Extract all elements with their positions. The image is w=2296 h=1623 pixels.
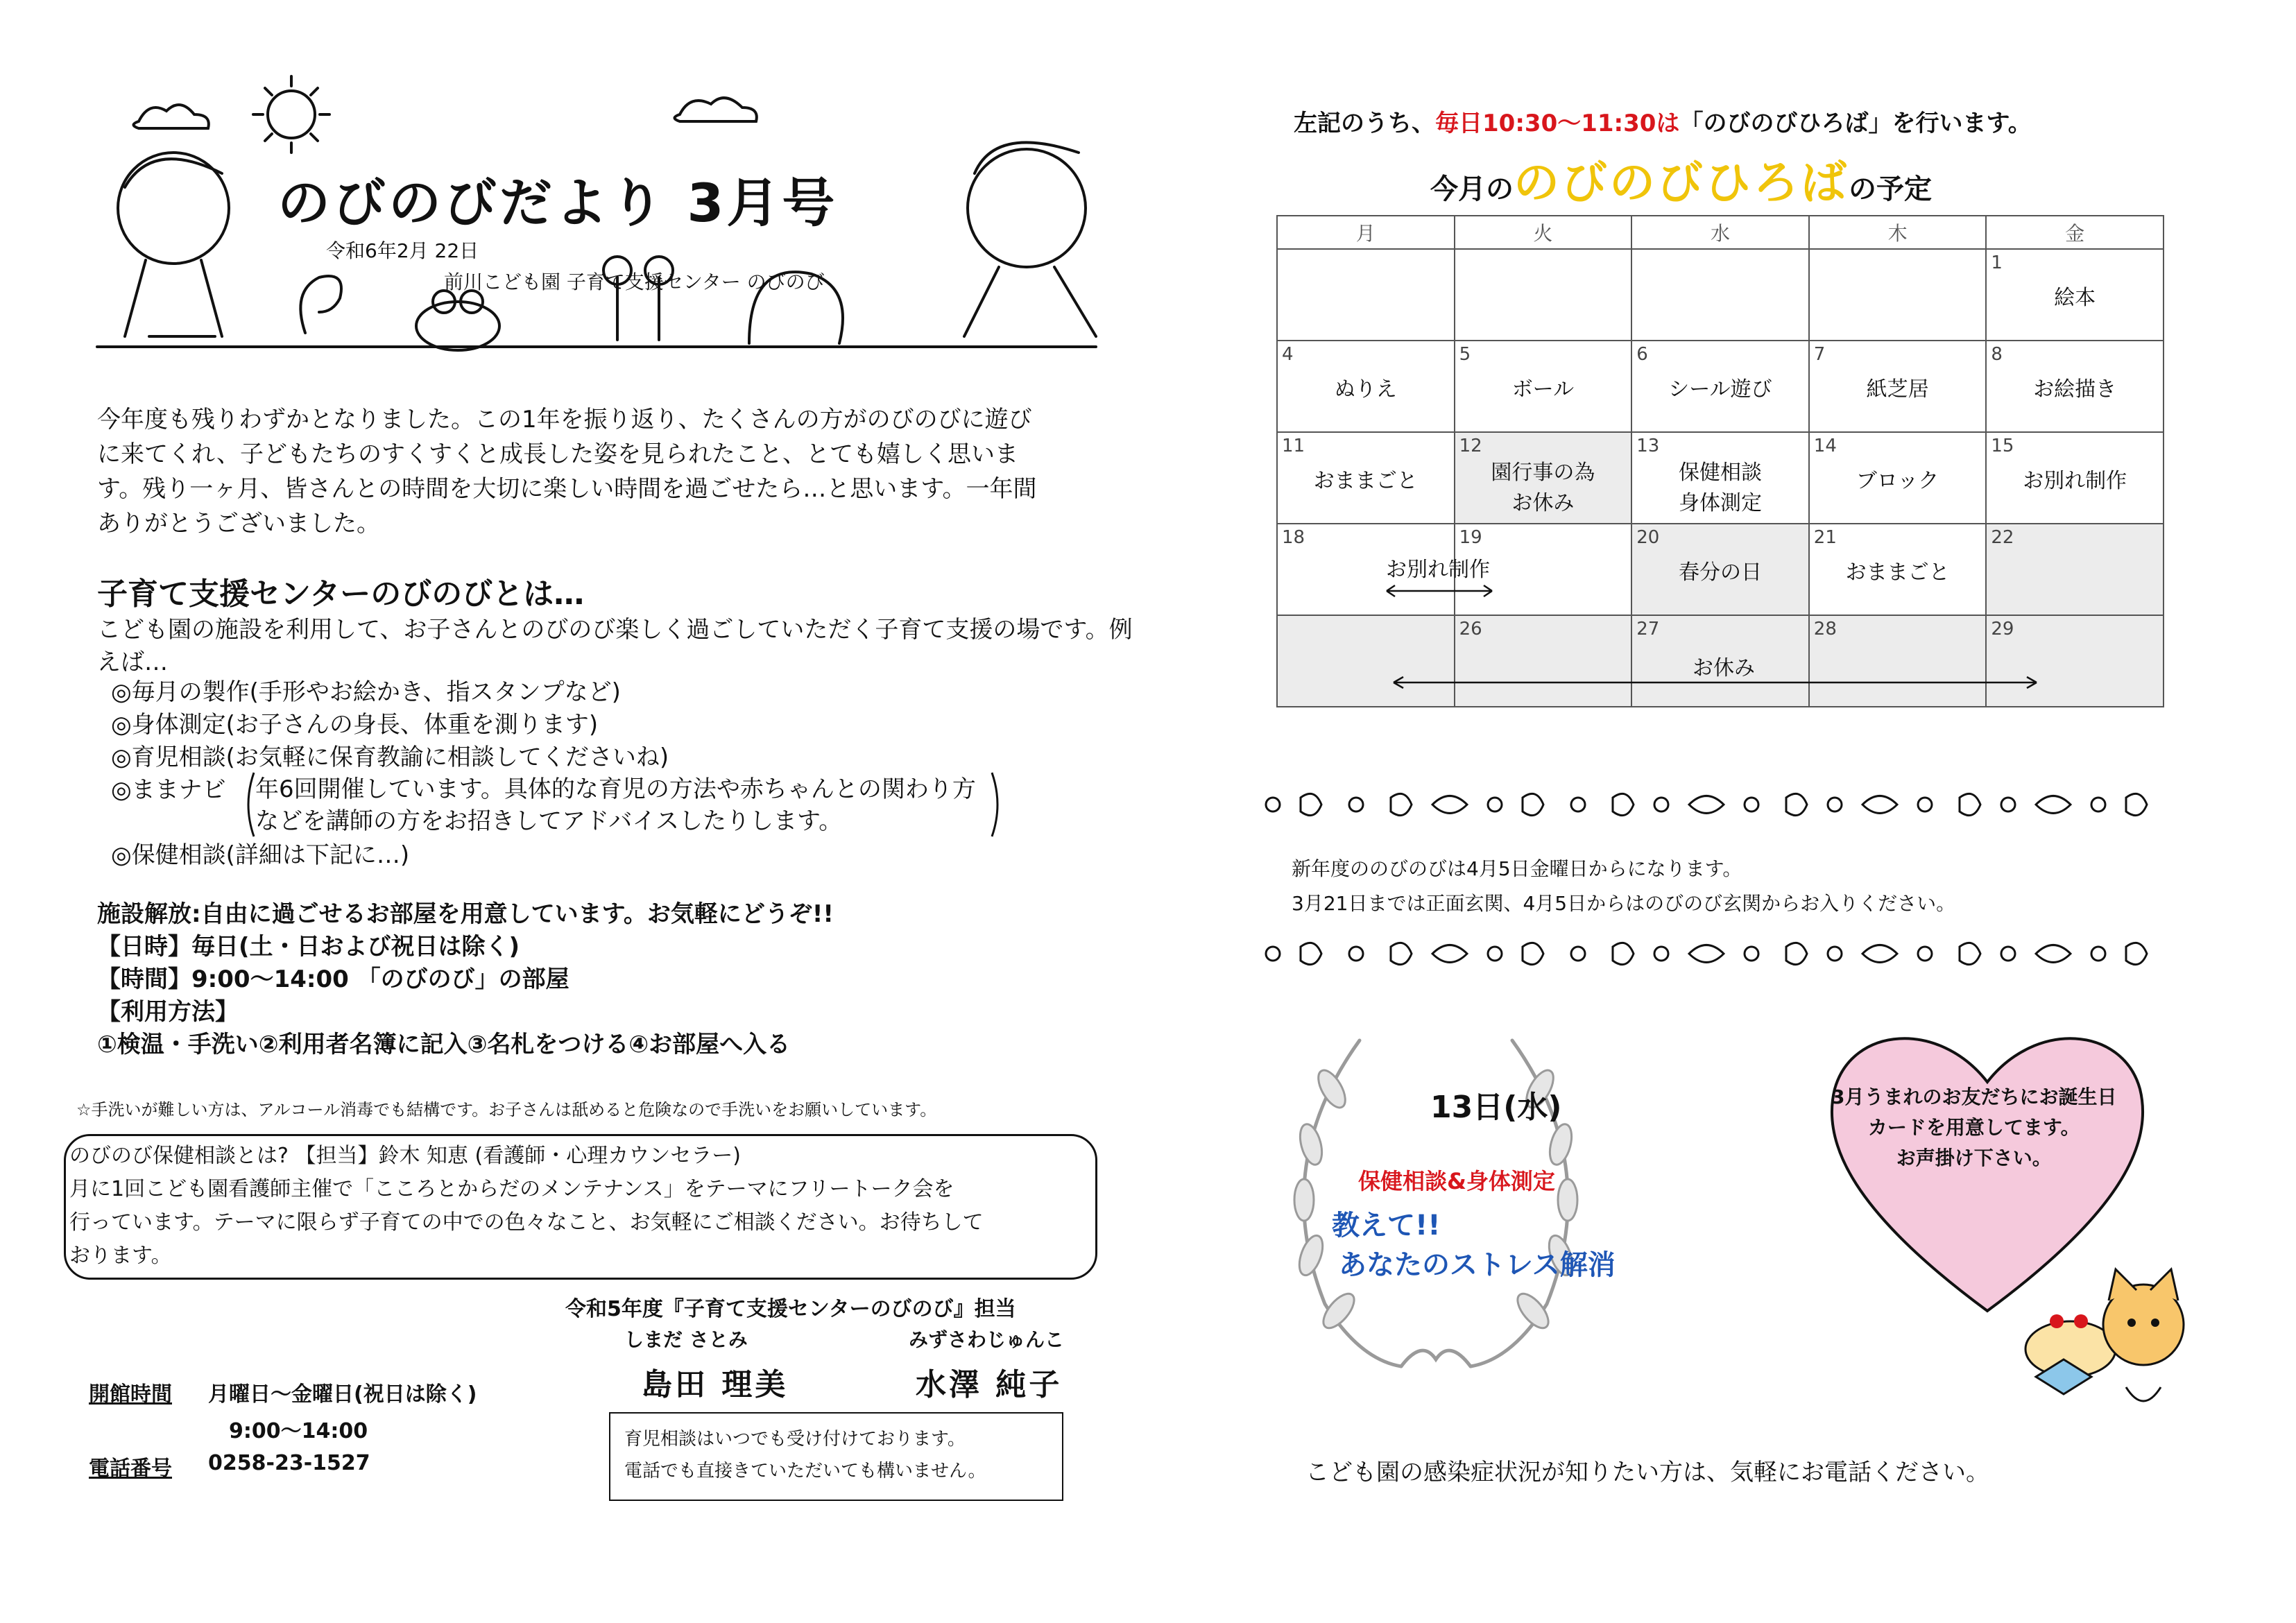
- about-text: こども園の施設を利用して、お子さんとのびのび楽しく過ごしていただく子育て支援の場です。例 えば…: [97, 616, 1133, 676]
- calendar-cell: [1809, 524, 1987, 615]
- tel-value: 0258-23-1527: [208, 1451, 370, 1475]
- calendar-cell: [1986, 524, 2164, 615]
- facility-info: 施設解放:自由に過ごせるお部屋を用意しています。お気軽にどうぞ!! 【日時】毎日(土・日および祝日は除く) 【時間】9:00～14:00 「のびのび」の部屋 【利用方法】 ①検温・手洗い②利用者名簿に記入③名札をつける④お部屋へ入る: [97, 900, 834, 1058]
- calendar-cell: [1986, 249, 2164, 341]
- weekday-header: 金: [1986, 216, 2164, 249]
- newsletter-title: のびのびだより 3月号: [277, 172, 838, 234]
- calendar-cell: [1809, 432, 1987, 524]
- week-row: [1277, 432, 2164, 524]
- list-item: ◎ままナビ: [111, 776, 226, 804]
- schedule-title: 今月ののびのびひろばの予定: [1430, 156, 1932, 209]
- day-event: おままごと: [1313, 469, 1418, 493]
- calendar-cell: [1986, 432, 2164, 524]
- event-title: 保健相談&身体測定: [1358, 1168, 1555, 1194]
- calendar-cell: [1809, 615, 1987, 707]
- day-number: 19: [1459, 527, 1482, 548]
- arrow-icon: [1384, 583, 1495, 599]
- calendar-cell: [1631, 524, 1809, 615]
- staff-kana: しまだ さとみ: [624, 1328, 748, 1351]
- day-number: 28: [1813, 619, 1837, 639]
- calendar-cell: [1455, 249, 1632, 341]
- calendar-cell: [1455, 341, 1632, 432]
- calendar-cell: [1631, 341, 1809, 432]
- day-event: ブロック: [1856, 469, 1939, 493]
- hours-label: 開館時間: [89, 1382, 172, 1407]
- mamanavi-detail: 年6回開催しています。具体的な育児の方法や赤ちゃんとの関わり方 などを講師の方をお招きしてアドバイスしたりします。: [255, 775, 976, 835]
- day-number: 5: [1459, 344, 1471, 365]
- consult-text: のびのび保健相談とは? 【担当】鈴木 知恵 (看護師・心理カウンセラー) 月に1回こども園看護師主催で「こころとからだのメンテナンス」をテーマにフリートーク会を 行っています。テーマに限らず子育ての中での色々なこと、お気軽にご相談ください。お待ちして おります。: [69, 1144, 984, 1268]
- birthday-note: 3月うまれのお友だちにお誕生日 カードを用意してます。 お声掛け下さい。: [1831, 1085, 2117, 1169]
- staff-name: 水澤 純子: [916, 1367, 1063, 1402]
- event-date: 13日(水): [1430, 1090, 1562, 1125]
- day-event: お別れ制作: [2023, 469, 2127, 493]
- day-number: 22: [1991, 527, 2014, 548]
- calendar-cell: [1809, 341, 1987, 432]
- calendar-cell: [1277, 341, 1455, 432]
- day-number: 15: [1991, 436, 2014, 456]
- day-number: 26: [1459, 619, 1482, 639]
- day-event: 絵本: [2054, 286, 2096, 310]
- day-number: 11: [1282, 436, 1305, 456]
- day-number: 20: [1636, 527, 1660, 548]
- list-item: ◎保健相談(詳細は下記に…): [111, 841, 410, 869]
- list-item: ◎身体測定(お子さんの身長、体重を測ります): [111, 711, 599, 739]
- day-number: 1: [1991, 252, 2003, 273]
- day-number: 4: [1282, 344, 1294, 365]
- calendar-cell: [1277, 615, 1455, 707]
- bracket-left: [241, 770, 255, 839]
- calendar-cell: [1277, 432, 1455, 524]
- staff-kana: みずさわじゅんこ: [909, 1328, 1065, 1351]
- day-number: 21: [1813, 527, 1837, 548]
- day-number: 7: [1813, 344, 1826, 365]
- calendar-cell: [1277, 249, 1455, 341]
- decorative-border: [1259, 784, 2161, 825]
- day-event: 春分の日: [1678, 560, 1762, 585]
- weekday-header: 水: [1631, 216, 1809, 249]
- calendar-cell: [1809, 249, 1987, 341]
- day-event: ボール: [1511, 377, 1575, 402]
- weekday-header: 月: [1277, 216, 1455, 249]
- tel-label: 電話番号: [89, 1457, 172, 1481]
- calendar-cell: [1986, 615, 2164, 707]
- handwash-note: ☆手洗いが難しい方は、アルコール消毒でも結構です。お子さんは舐めると危険なので手洗いをお願いしています。: [76, 1100, 937, 1119]
- list-item: ◎毎月の製作(手形やお絵かき、指スタンプなど): [111, 678, 621, 706]
- day-event: シール遊び: [1668, 377, 1772, 402]
- new-year-info: 新年度ののびのびは4月5日金曜日からになります。 3月21日までは正面玄関、4月5日からはのびのび玄関からお入りください。: [1292, 857, 1956, 915]
- calendar-cell: [1986, 341, 2164, 432]
- schedule-intro: 左記のうち、毎日10:30～11:30は「のびのびひろば」を行います。: [1294, 110, 2032, 137]
- staff-name: 島田 理美: [642, 1367, 789, 1402]
- week-row: [1277, 341, 2164, 432]
- infection-note: こども園の感染症状況が知りたい方は、気軽にお電話ください。: [1305, 1459, 1989, 1486]
- list-item: ◎育児相談(お気軽に保育教諭に相談してくださいね): [111, 744, 669, 771]
- bracket-right: [991, 770, 1004, 839]
- day-event: お絵描き: [2033, 377, 2117, 402]
- weekday-header: 木: [1809, 216, 1987, 249]
- day-number: 29: [1991, 619, 2014, 639]
- day-number: 14: [1813, 436, 1837, 456]
- day-event: 園行事の為 お休み: [1491, 461, 1595, 515]
- weekday-header: 火: [1455, 216, 1632, 249]
- day-event: おままごと: [1845, 560, 1950, 585]
- consult-note: 育児相談はいつでも受け付けております。 電話でも直接きていただいても構いません。: [624, 1429, 986, 1482]
- hours-value: 月曜日～金曜日(祝日は除く): [208, 1382, 477, 1407]
- day-event: 保健相談 身体測定: [1678, 461, 1762, 515]
- issue-date: 令和6年2月 22日: [326, 239, 479, 262]
- day-number: 13: [1636, 436, 1660, 456]
- farewell-craft-event: お別れ制作: [1386, 558, 1490, 582]
- day-event: 紙芝居: [1866, 377, 1929, 402]
- day-number: 12: [1459, 436, 1482, 456]
- event-subtitle: 教えて!!: [1332, 1210, 1441, 1242]
- calendar-cell: [1455, 615, 1632, 707]
- calendar-table: [1276, 215, 2164, 707]
- organization-name: 前川こども園 子育て支援センター のびのび: [444, 270, 825, 293]
- day-number: 8: [1991, 344, 2003, 365]
- day-event: ぬりえ: [1334, 377, 1397, 402]
- calendar-cell: [1631, 249, 1809, 341]
- staff-heading: 令和5年度『子育て支援センターのびのび』担当: [565, 1297, 1016, 1321]
- week-row: [1277, 249, 2164, 341]
- weekday-header-row: [1277, 216, 2164, 249]
- arrow-icon: [1391, 674, 2039, 691]
- day-number: 27: [1636, 619, 1660, 639]
- hours-time: 9:00～14:00: [229, 1419, 368, 1443]
- day-number: 18: [1282, 527, 1305, 548]
- day-number: 6: [1636, 344, 1648, 365]
- intro-paragraph: 今年度も残りわずかとなりました。この1年を振り返り、たくさんの方がのびのびに遊び に来てくれ、子どもたちのすくすくと成長した姿を見られたこと、とても嬉しく思いま す。残り一ヶ月、皆さんとの時間を大切に楽しい時間を過ごせたら…と思います。一年間 ありがとうございました。: [97, 406, 1037, 538]
- closed-event: お休み: [1693, 656, 1755, 680]
- calendar-cell: [1631, 432, 1809, 524]
- cat-cake-illustration: [2015, 1266, 2195, 1425]
- about-heading: 子育て支援センターのびのびとは…: [97, 576, 585, 612]
- calendar-cell: [1455, 432, 1632, 524]
- event-subtitle: あなたのストレス解消: [1339, 1249, 1616, 1281]
- decorative-border: [1259, 933, 2161, 974]
